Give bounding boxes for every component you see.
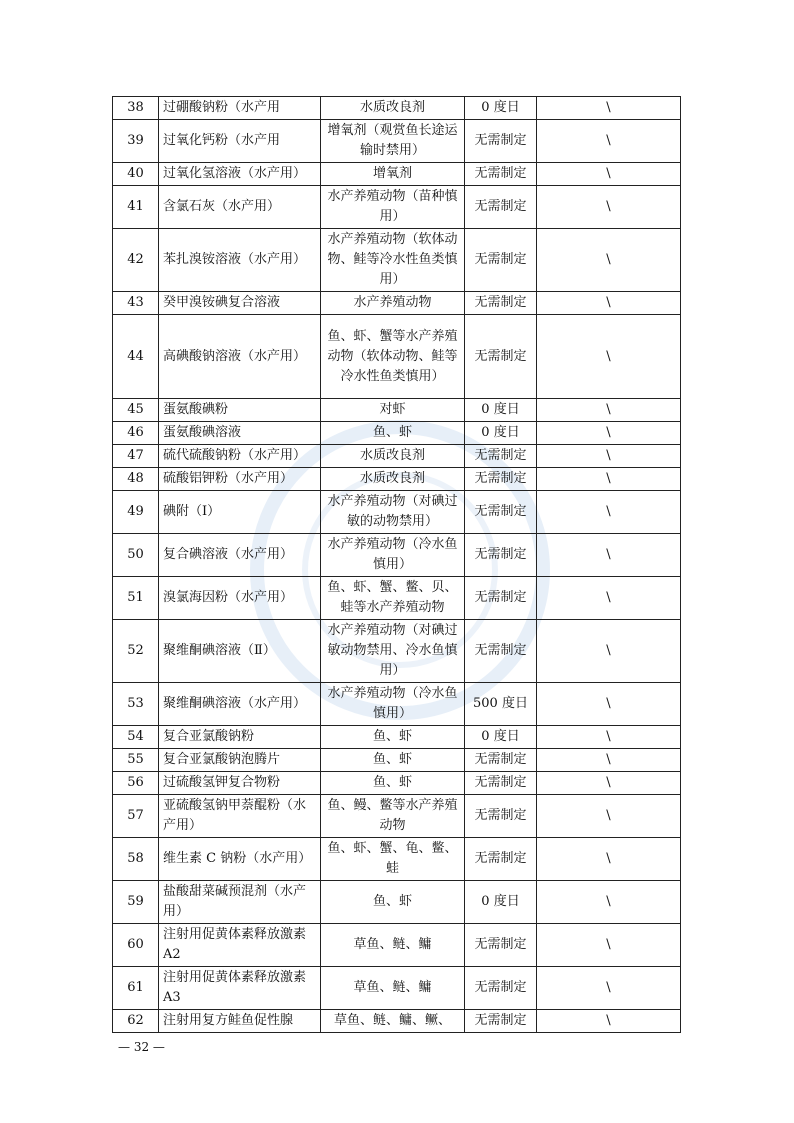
cell-drug-name: 癸甲溴铵碘复合溶液 <box>159 292 321 315</box>
cell-withdrawal-period: 无需制定 <box>465 163 537 186</box>
cell-target: 草鱼、鲢、鳙、鳜、 <box>321 1010 465 1033</box>
cell-drug-name: 蛋氨酸碘溶液 <box>159 422 321 445</box>
cell-target: 鱼、虾 <box>321 772 465 795</box>
cell-number: 55 <box>113 749 159 772</box>
cell-drug-name: 碘附（I） <box>159 491 321 534</box>
cell-withdrawal-period: 无需制定 <box>465 120 537 163</box>
cell-target: 水产养殖动物 <box>321 292 465 315</box>
cell-drug-name: 高碘酸钠溶液（水产用） <box>159 315 321 399</box>
cell-number: 42 <box>113 229 159 292</box>
page-number: — 32 — <box>118 1040 165 1054</box>
cell-target: 水产养殖动物（冷水鱼慎用） <box>321 534 465 577</box>
cell-number: 59 <box>113 881 159 924</box>
cell-withdrawal-period: 无需制定 <box>465 967 537 1010</box>
table-row <box>113 1010 681 1033</box>
cell-number: 57 <box>113 795 159 838</box>
cell-number: 60 <box>113 924 159 967</box>
cell-remark: \ <box>537 534 681 577</box>
cell-number: 41 <box>113 186 159 229</box>
cell-number: 48 <box>113 468 159 491</box>
cell-remark: \ <box>537 967 681 1010</box>
cell-number: 39 <box>113 120 159 163</box>
table-row <box>113 967 681 1010</box>
cell-target: 水质改良剂 <box>321 468 465 491</box>
cell-number: 44 <box>113 315 159 399</box>
cell-remark: \ <box>537 1010 681 1033</box>
cell-withdrawal-period: 无需制定 <box>465 534 537 577</box>
cell-withdrawal-period: 无需制定 <box>465 229 537 292</box>
drug-table <box>112 96 681 1033</box>
table-row <box>113 683 681 726</box>
cell-remark: \ <box>537 772 681 795</box>
cell-withdrawal-period: 0 度日 <box>465 97 537 120</box>
cell-drug-name: 含氯石灰（水产用） <box>159 186 321 229</box>
table-row <box>113 186 681 229</box>
cell-target: 草鱼、鲢、鳙 <box>321 924 465 967</box>
cell-withdrawal-period: 0 度日 <box>465 422 537 445</box>
cell-target: 水产养殖动物（软体动物、鲑等冷水性鱼类慎用） <box>321 229 465 292</box>
cell-remark: \ <box>537 491 681 534</box>
cell-target: 鱼、虾、蟹、龟、鳖、蛙 <box>321 838 465 881</box>
cell-withdrawal-period: 无需制定 <box>465 749 537 772</box>
cell-drug-name: 复合亚氯酸钠粉 <box>159 726 321 749</box>
cell-withdrawal-period: 无需制定 <box>465 468 537 491</box>
cell-drug-name: 聚维酮碘溶液（Ⅱ） <box>159 620 321 683</box>
cell-withdrawal-period: 无需制定 <box>465 924 537 967</box>
cell-target: 鱼、虾、蟹、鳖、贝、蛙等水产养殖动物 <box>321 577 465 620</box>
cell-target: 鱼、虾、蟹等水产养殖动物（软体动物、鲑等冷水性鱼类慎用） <box>321 315 465 399</box>
cell-target: 水产养殖动物（对碘过敏的动物禁用） <box>321 491 465 534</box>
cell-withdrawal-period: 无需制定 <box>465 491 537 534</box>
cell-drug-name: 复合亚氯酸钠泡腾片 <box>159 749 321 772</box>
cell-drug-name: 盐酸甜菜碱预混剂（水产用） <box>159 881 321 924</box>
cell-remark: \ <box>537 924 681 967</box>
cell-drug-name: 注射用促黄体素释放激素 A3 <box>159 967 321 1010</box>
cell-drug-name: 过硼酸钠粉（水产用 <box>159 97 321 120</box>
cell-remark: \ <box>537 315 681 399</box>
cell-drug-name: 亚硫酸氢钠甲萘醌粉（水产用） <box>159 795 321 838</box>
cell-withdrawal-period: 无需制定 <box>465 772 537 795</box>
cell-number: 62 <box>113 1010 159 1033</box>
cell-remark: \ <box>537 749 681 772</box>
cell-target: 草鱼、鲢、鳙 <box>321 967 465 1010</box>
cell-target: 水质改良剂 <box>321 97 465 120</box>
table-row <box>113 292 681 315</box>
cell-number: 52 <box>113 620 159 683</box>
cell-drug-name: 过氧化钙粉（水产用 <box>159 120 321 163</box>
cell-withdrawal-period: 无需制定 <box>465 620 537 683</box>
cell-drug-name: 复合碘溶液（水产用） <box>159 534 321 577</box>
cell-remark: \ <box>537 838 681 881</box>
cell-number: 47 <box>113 445 159 468</box>
cell-withdrawal-period: 无需制定 <box>465 838 537 881</box>
cell-number: 53 <box>113 683 159 726</box>
cell-target: 水产养殖动物（冷水鱼慎用） <box>321 683 465 726</box>
cell-withdrawal-period: 0 度日 <box>465 881 537 924</box>
table-row <box>113 795 681 838</box>
cell-drug-name: 蛋氨酸碘粉 <box>159 399 321 422</box>
table-row <box>113 229 681 292</box>
cell-withdrawal-period: 0 度日 <box>465 726 537 749</box>
table-row <box>113 422 681 445</box>
cell-remark: \ <box>537 186 681 229</box>
cell-remark: \ <box>537 683 681 726</box>
cell-drug-name: 硫酸铝钾粉（水产用） <box>159 468 321 491</box>
cell-drug-name: 聚维酮碘溶液（水产用） <box>159 683 321 726</box>
table-row <box>113 120 681 163</box>
cell-target: 对虾 <box>321 399 465 422</box>
cell-drug-name: 维生素 C 钠粉（水产用） <box>159 838 321 881</box>
cell-number: 58 <box>113 838 159 881</box>
cell-remark: \ <box>537 120 681 163</box>
cell-withdrawal-period: 无需制定 <box>465 292 537 315</box>
cell-number: 45 <box>113 399 159 422</box>
table-row <box>113 620 681 683</box>
cell-target: 鱼、虾 <box>321 422 465 445</box>
cell-target: 鱼、鳗、鳖等水产养殖动物 <box>321 795 465 838</box>
table-row <box>113 163 681 186</box>
table-row <box>113 749 681 772</box>
table-row <box>113 491 681 534</box>
cell-drug-name: 苯扎溴铵溶液（水产用） <box>159 229 321 292</box>
cell-remark: \ <box>537 97 681 120</box>
cell-remark: \ <box>537 577 681 620</box>
cell-number: 46 <box>113 422 159 445</box>
table-row <box>113 726 681 749</box>
cell-number: 51 <box>113 577 159 620</box>
cell-target: 增氧剂（观赏鱼长途运输时禁用） <box>321 120 465 163</box>
cell-target: 水产养殖动物（对碘过敏动物禁用、冷水鱼慎用） <box>321 620 465 683</box>
cell-drug-name: 溴氯海因粉（水产用） <box>159 577 321 620</box>
cell-withdrawal-period: 无需制定 <box>465 577 537 620</box>
cell-remark: \ <box>537 292 681 315</box>
cell-number: 54 <box>113 726 159 749</box>
table-row <box>113 399 681 422</box>
cell-remark: \ <box>537 422 681 445</box>
table-row <box>113 924 681 967</box>
cell-drug-name: 注射用复方鲑鱼促性腺 <box>159 1010 321 1033</box>
table-row <box>113 97 681 120</box>
cell-remark: \ <box>537 468 681 491</box>
cell-number: 38 <box>113 97 159 120</box>
cell-target: 鱼、虾 <box>321 749 465 772</box>
table-row <box>113 534 681 577</box>
cell-remark: \ <box>537 163 681 186</box>
table-row <box>113 881 681 924</box>
cell-target: 增氧剂 <box>321 163 465 186</box>
cell-remark: \ <box>537 620 681 683</box>
table-row <box>113 445 681 468</box>
cell-target: 鱼、虾 <box>321 881 465 924</box>
table-row <box>113 838 681 881</box>
cell-remark: \ <box>537 399 681 422</box>
cell-withdrawal-period: 无需制定 <box>465 445 537 468</box>
cell-number: 40 <box>113 163 159 186</box>
table-body <box>113 97 681 1033</box>
table-row <box>113 577 681 620</box>
cell-remark: \ <box>537 795 681 838</box>
cell-remark: \ <box>537 445 681 468</box>
cell-number: 61 <box>113 967 159 1010</box>
cell-number: 49 <box>113 491 159 534</box>
cell-withdrawal-period: 500 度日 <box>465 683 537 726</box>
table-row <box>113 315 681 399</box>
cell-withdrawal-period: 无需制定 <box>465 795 537 838</box>
cell-withdrawal-period: 无需制定 <box>465 315 537 399</box>
cell-number: 56 <box>113 772 159 795</box>
cell-drug-name: 过氧化氢溶液（水产用） <box>159 163 321 186</box>
cell-remark: \ <box>537 881 681 924</box>
cell-withdrawal-period: 0 度日 <box>465 399 537 422</box>
cell-target: 水产养殖动物（苗种慎用） <box>321 186 465 229</box>
cell-drug-name: 过硫酸氢钾复合物粉 <box>159 772 321 795</box>
cell-number: 50 <box>113 534 159 577</box>
cell-target: 鱼、虾 <box>321 726 465 749</box>
cell-target: 水质改良剂 <box>321 445 465 468</box>
cell-drug-name: 硫代硫酸钠粉（水产用） <box>159 445 321 468</box>
cell-remark: \ <box>537 726 681 749</box>
cell-drug-name: 注射用促黄体素释放激素 A2 <box>159 924 321 967</box>
cell-remark: \ <box>537 229 681 292</box>
cell-number: 43 <box>113 292 159 315</box>
cell-withdrawal-period: 无需制定 <box>465 186 537 229</box>
cell-withdrawal-period: 无需制定 <box>465 1010 537 1033</box>
table-row <box>113 772 681 795</box>
table-row <box>113 468 681 491</box>
